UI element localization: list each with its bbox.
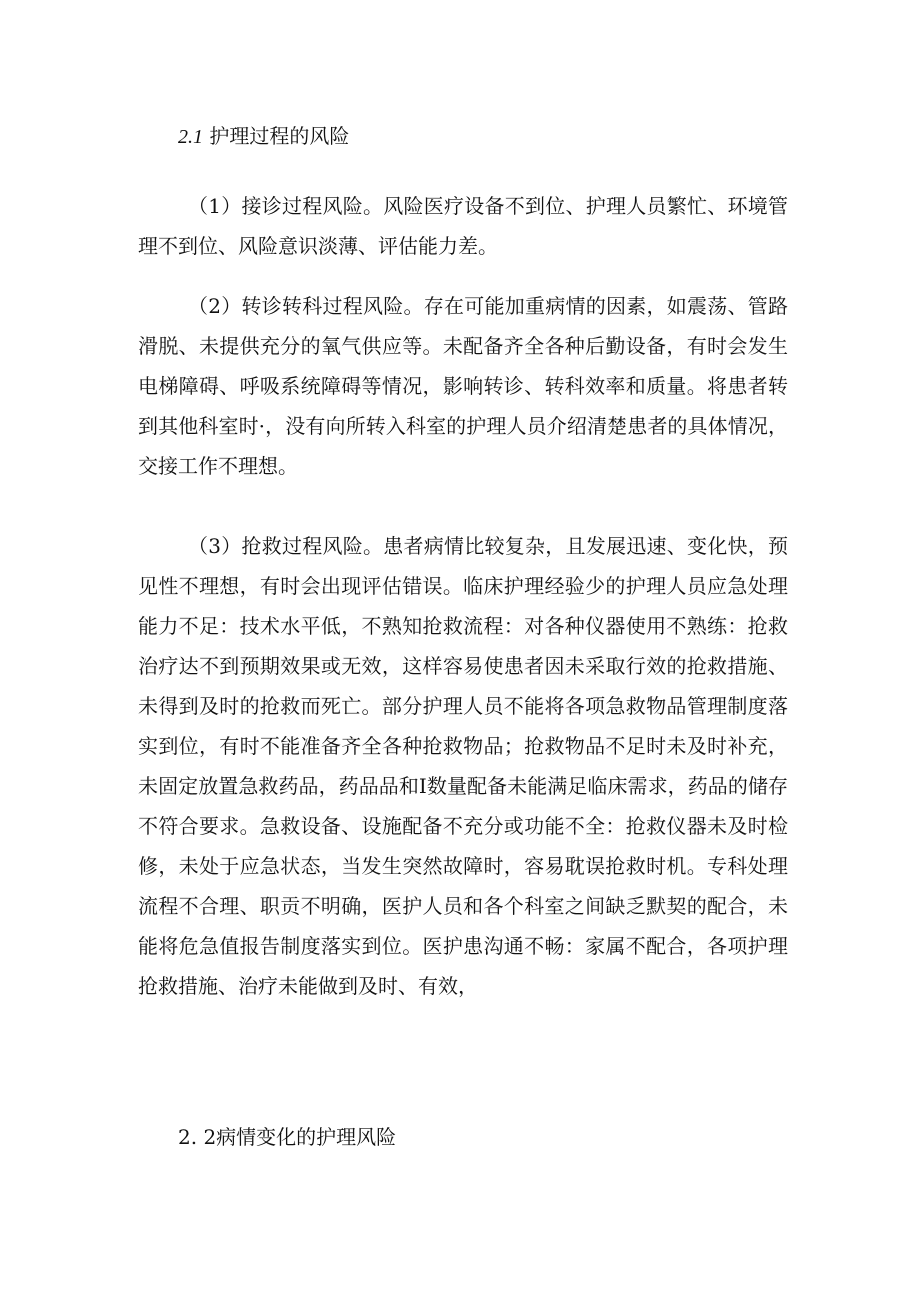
section-heading-2-2	[178, 1123, 396, 1151]
section-number: 2.1	[178, 126, 203, 148]
paragraph-transfer-risk: （2）转诊转科过程风险。存在可能加重病情的因素，如震荡、管路滑脱、未提供充分的氧气供应等。未配备齐全各种后勤设备，有时会发生电梯障碍、呼吸系统障碍等情况，影响转诊、转科效率和质量。将患者转到其他科室时·，没有向所转入科室的护理人员介绍清楚患者的具体情况，交接工作不理想。	[138, 294, 788, 478]
section-title: 护理过程的风险	[209, 124, 350, 148]
section-title: 病情变化的护理风险	[216, 1125, 397, 1149]
section-heading-2-1	[178, 122, 349, 151]
paragraph-rescue-risk: （3）抢救过程风险。患者病情比较复杂，且发展迅速、变化快，预见性不理想，有时会出现评估错误。临床护理经验少的护理人员应急处理能力不足：技术水平低，不熟知抢救流程：对各种仪器使用不熟练：抢救治疗达不到预期效果或无效，这样容易使患者因未采取行效的抢救措施、未得到及时的抢救而死亡。部分护理人员不能将各项急救物品管理制度落实到位，有时不能准备齐全各种抢救物品；抢救物品不足时未及时补充，未固定放置急救药品，药品品和I数量配备未能满足临床需求，药品的储存不符合要求。急救设备、设施配备不充分或功能不全：抢救仪器未及时检修，未处于应急状态，当发生突然故障时，容易耽误抢救时机。专科处理流程不合理、职贡不明确，医护人员和各个科室之间缺乏默契的配合，未能将危急值报告制度落实到位。医护患沟通不畅：家属不配合，各项护理抢救措施、治疗未能做到及时、有效，	[138, 534, 788, 998]
section-number: 2. 2	[178, 1125, 217, 1149]
paragraph-reception-risk: （1）接诊过程风险。风险医疗设备不到位、护理人员繁忙、环境管理不到位、风险意识淡薄、评估能力差。	[138, 194, 788, 258]
